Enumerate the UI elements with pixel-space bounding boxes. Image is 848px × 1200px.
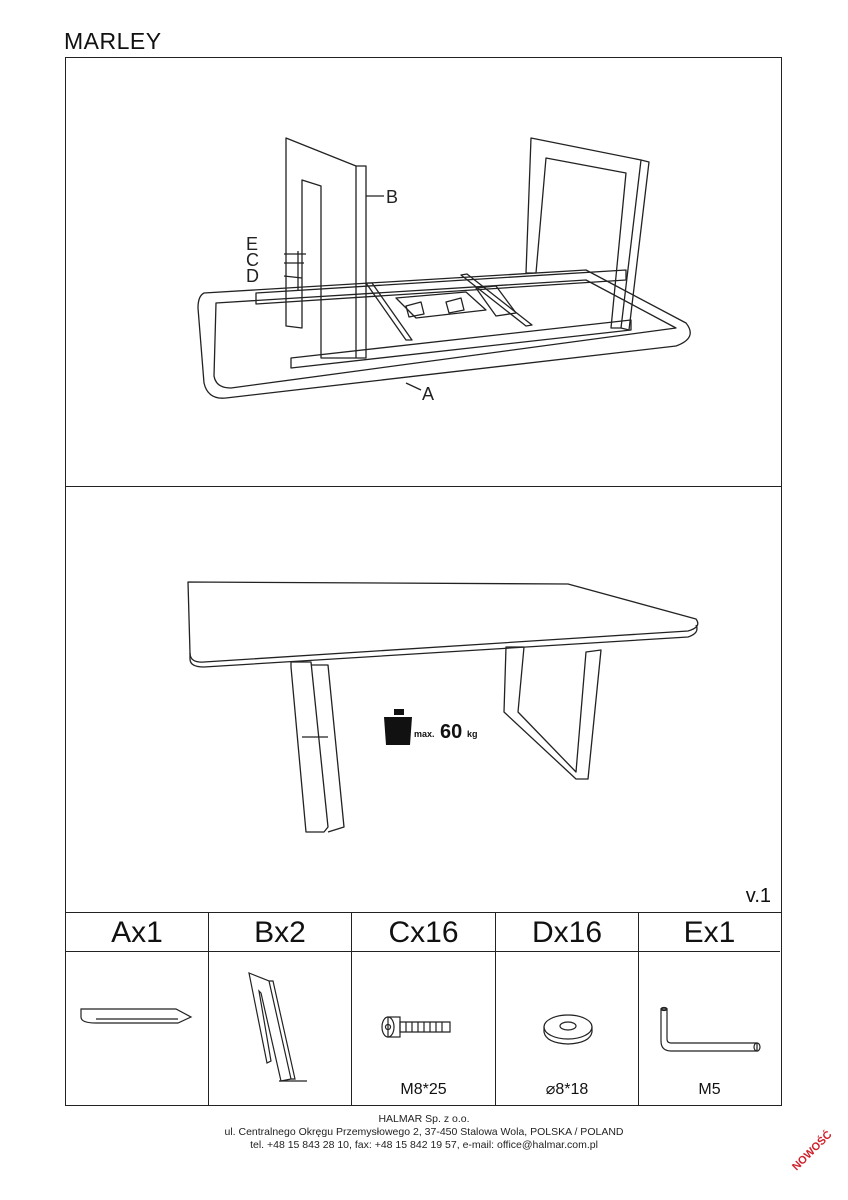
load-prefix: max. <box>414 729 435 739</box>
part-column-b <box>209 913 352 1105</box>
table-top <box>188 582 698 662</box>
footer-contact: tel. +48 15 843 28 10, fax: +48 15 842 19 57, e-mail: office@halmar.com.pl <box>250 1139 598 1151</box>
assembled-table-panel <box>65 486 782 913</box>
part-column-a <box>66 913 209 1105</box>
footer <box>0 1113 848 1152</box>
new-badge: NOWOŚĆ <box>790 1128 835 1174</box>
label-e: E <box>246 234 259 254</box>
load-unit: kg <box>467 729 478 739</box>
assembly-diagram-panel <box>65 57 782 487</box>
assembly-diagram <box>66 58 780 485</box>
part-header-a: Ax1 <box>66 913 208 952</box>
table-leg-right <box>504 647 601 779</box>
footer-company: HALMAR Sp. z o.o. <box>378 1113 470 1125</box>
part-a-tabletop-icon <box>66 951 209 1106</box>
document-title: MARLEY <box>64 28 162 54</box>
frame-front-rail <box>291 320 631 368</box>
weight-icon <box>384 709 412 745</box>
tabletop-inner-edge <box>214 280 676 388</box>
part-header-c: Cx16 <box>352 913 495 952</box>
label-a: A <box>422 384 435 404</box>
part-caption-c: M8*25 <box>400 1081 447 1098</box>
part-caption-e: M5 <box>698 1081 721 1098</box>
label-b: B <box>386 187 399 207</box>
table-leg-left <box>291 662 328 832</box>
version-label: v.1 <box>745 885 771 907</box>
part-column-e <box>639 913 780 1105</box>
label-d: D <box>246 266 259 286</box>
parts-table <box>65 912 782 1106</box>
label-c: C <box>246 250 259 270</box>
part-header-e: Ex1 <box>639 913 780 952</box>
part-b-leg-icon <box>209 951 352 1106</box>
part-column-c <box>352 913 496 1105</box>
part-caption-d: ⌀8*18 <box>545 1081 589 1098</box>
footer-address: ul. Centralnego Okręgu Przemysłowego 2, 37-450 Stalowa Wola, POLSKA / POLAND <box>224 1126 624 1138</box>
leg-right <box>526 138 641 328</box>
part-header-d: Dx16 <box>496 913 638 952</box>
leg-b-left <box>286 138 356 358</box>
load-value: 60 <box>440 721 463 743</box>
part-header-b: Bx2 <box>209 913 351 952</box>
assembled-table-drawing <box>66 487 780 887</box>
part-column-d <box>496 913 639 1105</box>
